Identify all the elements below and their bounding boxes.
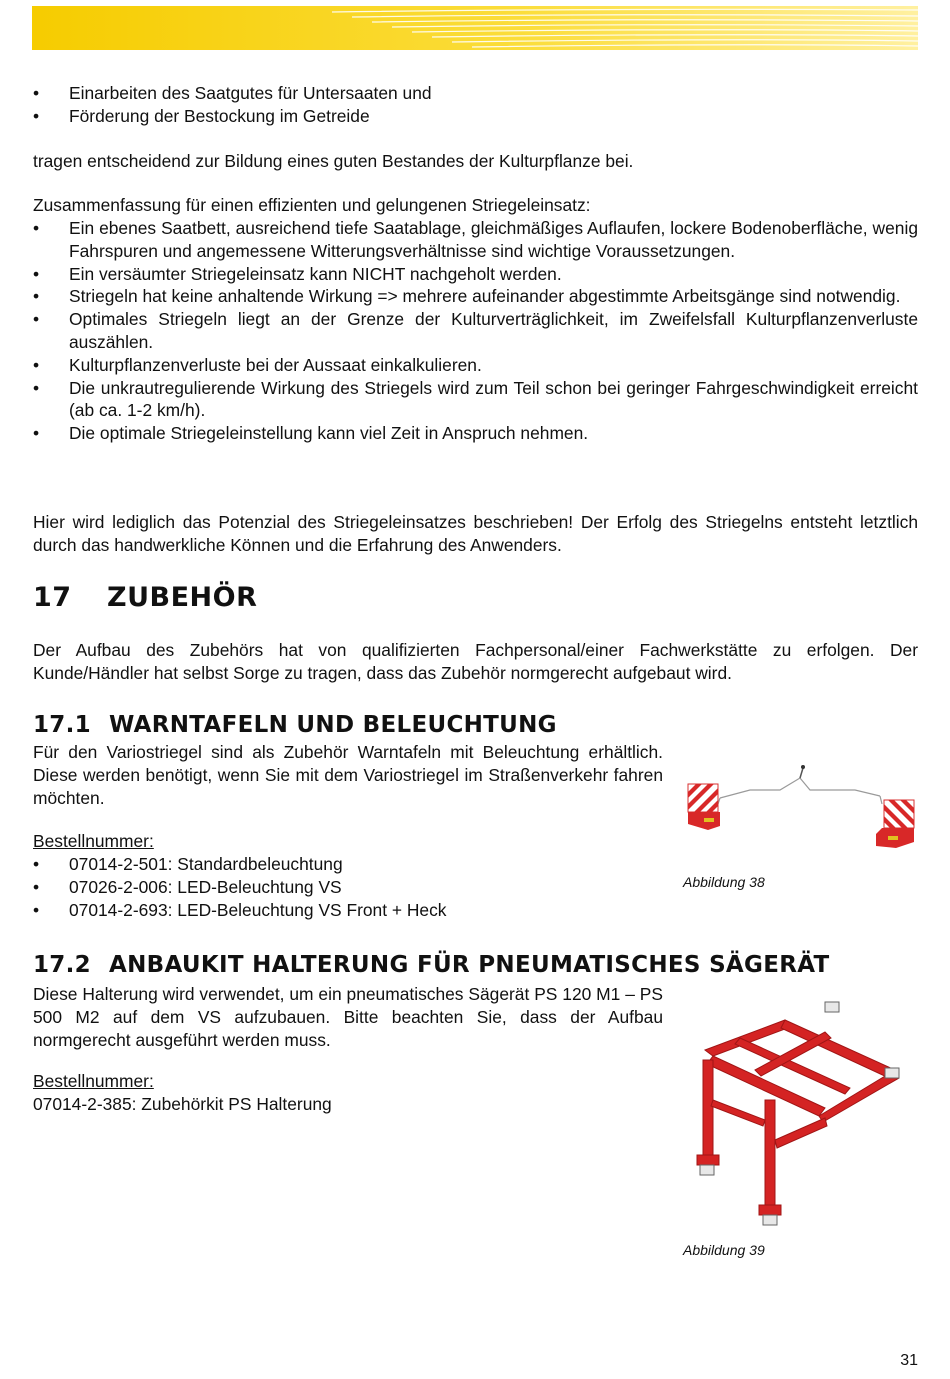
list-item: • Optimales Striegeln liegt an der Grenze der Kulturverträglichkeit, im Zweifelsfall Kulturpflanzenverluste auszählen. bbox=[33, 309, 918, 352]
section-17-1-heading: 17.1 WARNTAFELN UND BELEUCHTUNG bbox=[33, 712, 557, 738]
section-17-text: Der Aufbau des Zubehörs hat von qualifizierten Fachpersonal/einer Fachwerkstätte zu erfolgen. Der Kunde/Händler hat selbst Sorge zu tragen, dass das Zubehör normgerecht aufgebaut wird. bbox=[33, 640, 918, 683]
section-17-heading: 17 ZUBEHÖR bbox=[33, 582, 258, 613]
summary-closing: Hier wird lediglich das Potenzial des Striegeleinsatzes beschrieben! Der Erfolg des Striegelns entsteht letztlich durch das handwerkliche Können und die Erfahrung des Anwenders. bbox=[33, 512, 918, 555]
intro-bullet-list bbox=[33, 82, 918, 128]
section-17-2-text: Diese Halterung wird verwendet, um ein pneumatisches Sägerät PS 120 M1 – PS 500 M2 auf dem VS aufzubauen. Bitte beachten Sie, dass der Aufbau normgerecht ausgeführt werden muss. bbox=[33, 984, 663, 1050]
figure-38-caption: Abbildung 38 bbox=[683, 874, 765, 890]
section-17-2-heading: 17.2 ANBAUKIT HALTERUNG FÜR PNEUMATISCHES SÄGERÄT bbox=[33, 952, 830, 978]
figure-39-caption: Abbildung 39 bbox=[683, 1242, 765, 1258]
section-17-1-text: Für den Variostriegel sind als Zubehör Warntafeln mit Beleuchtung erhältlich. Diese werden benötigt, wenn Sie mit dem Variostriegel im Straßenverkehr fahren möchten. bbox=[33, 742, 663, 808]
list-item: • Förderung der Bestockung im Getreide bbox=[33, 105, 370, 126]
order-number: 07014-2-385: Zubehörkit PS Halterung bbox=[33, 1094, 332, 1114]
list-item: • Ein versäumter Striegeleinsatz kann NICHT nachgeholt werden. bbox=[33, 263, 562, 284]
list-item: • Ein ebenes Saatbett, ausreichend tiefe Saatablage, gleichmäßiges Auflaufen, lockere Bodenoberfläche, wenig Fahrspuren und angemessene Witterungsverhältnisse sind wichtige Voraussetzungen. bbox=[33, 218, 918, 261]
summary-heading: Zusammenfassung für einen effizienten und gelungenen Striegeleinsatz: bbox=[33, 195, 591, 215]
page-number: 31 bbox=[900, 1352, 918, 1369]
list-item: • 07014-2-693: LED-Beleuchtung VS Front + Heck bbox=[33, 899, 447, 920]
warning-boards-image bbox=[680, 760, 920, 860]
list-item: • Striegeln hat keine anhaltende Wirkung => mehrere aufeinander abgestimmte Arbeitsgänge sind notwendig. bbox=[33, 286, 901, 307]
order-number-list bbox=[33, 853, 673, 921]
order-label: Bestellnummer: bbox=[33, 1071, 154, 1091]
list-item: • Die optimale Striegeleinstellung kann viel Zeit in Anspruch nehmen. bbox=[33, 423, 589, 444]
header-banner bbox=[32, 6, 918, 50]
list-item: • Einarbeiten des Saatgutes für Untersaaten und bbox=[33, 83, 432, 103]
list-item: • Die unkrautregulierende Wirkung des Striegels wird zum Teil schon bei geringer Fahrgeschwindigkeit erreicht (ab ca. 1-2 km/h). bbox=[33, 377, 918, 421]
list-item: • Kulturpflanzenverluste bei der Aussaat einkalkulieren. bbox=[33, 354, 482, 375]
order-label: Bestellnummer: bbox=[33, 831, 154, 851]
list-item: • 07014-2-501: Standardbeleuchtung bbox=[33, 854, 343, 874]
mounting-frame-image bbox=[685, 990, 920, 1230]
list-item: • 07026-2-006: LED-Beleuchtung VS bbox=[33, 876, 342, 897]
intro-conclusion: tragen entscheidend zur Bildung eines guten Bestandes der Kulturpflanze bei. bbox=[33, 151, 634, 171]
summary-bullet-list bbox=[33, 217, 918, 445]
